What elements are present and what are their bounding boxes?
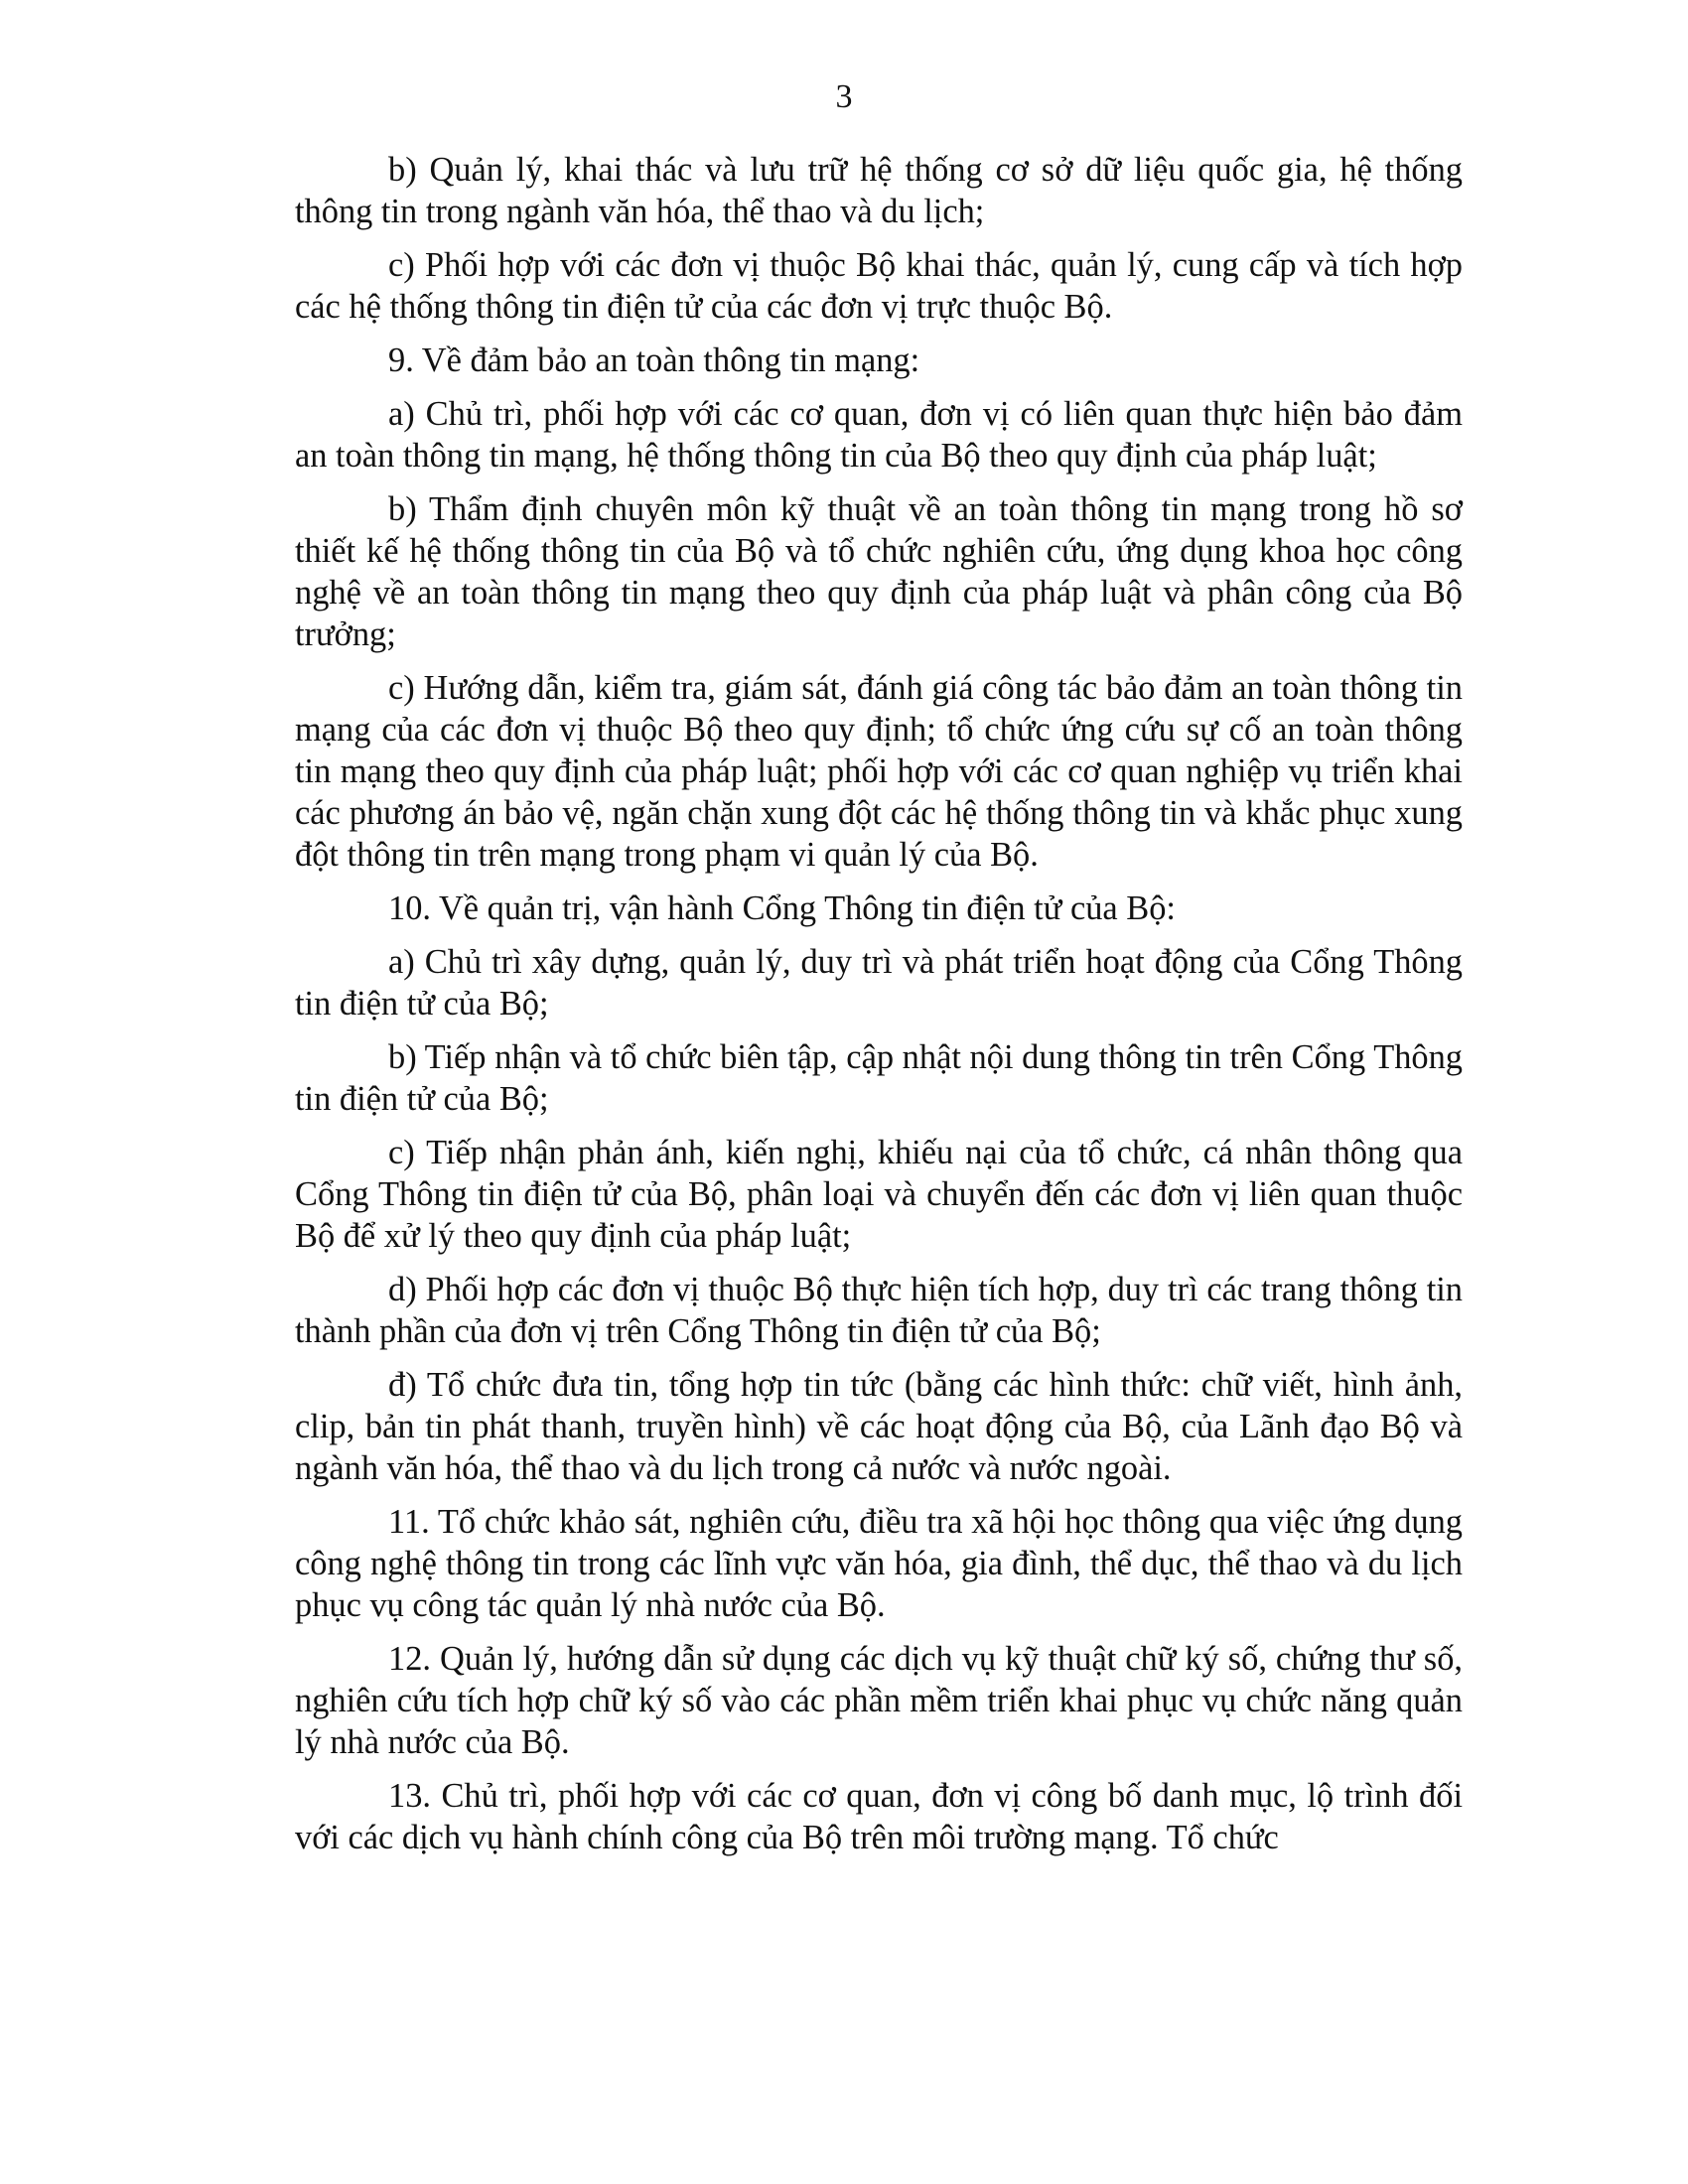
document-body bbox=[295, 149, 1463, 1870]
paragraph-10c: c) Tiếp nhận phản ánh, kiến nghị, khiếu nại của tổ chức, cá nhân thông qua Cổng Thông tin điện tử của Bộ, phân loại và chuyển đến các đơn vị liên quan thuộc Bộ để xử lý theo quy định của pháp luật; bbox=[295, 1134, 1463, 1255]
section-10-heading: 10. Về quản trị, vận hành Cổng Thông tin điện tử của Bộ: bbox=[388, 889, 1176, 927]
paragraph-9c: c) Hướng dẫn, kiểm tra, giám sát, đánh giá công tác bảo đảm an toàn thông tin mạng của các đơn vị thuộc Bộ theo quy định; tổ chức ứng cứu sự cố an toàn thông tin mạng theo quy định của pháp luật; phối hợp với các cơ quan nghiệp vụ triển khai các phương án bảo vệ, ngăn chặn xung đột các hệ thống thông tin và khắc phục xung đột thông tin trên mạng trong phạm vi quản lý của Bộ. bbox=[295, 669, 1463, 874]
paragraph-9a: a) Chủ trì, phối hợp với các cơ quan, đơn vị có liên quan thực hiện bảo đảm an toàn thông tin mạng, hệ thống thông tin của Bộ theo quy định của pháp luật; bbox=[295, 395, 1463, 475]
paragraph-10a: a) Chủ trì xây dựng, quản lý, duy trì và phát triển hoạt động của Cổng Thông tin điện tử của Bộ; bbox=[295, 943, 1463, 1023]
section-11: 11. Tổ chức khảo sát, nghiên cứu, điều tra xã hội học thông qua việc ứng dụng công nghệ thông tin trong các lĩnh vực văn hóa, gia đình, thể dục, thể thao và du lịch phục vụ công tác quản lý nhà nước của Bộ. bbox=[295, 1503, 1463, 1624]
section-13: 13. Chủ trì, phối hợp với các cơ quan, đơn vị công bố danh mục, lộ trình đối với các dịch vụ hành chính công của Bộ trên môi trường mạng. Tổ chức bbox=[295, 1777, 1463, 1856]
section-12: 12. Quản lý, hướng dẫn sử dụng các dịch vụ kỹ thuật chữ ký số, chứng thư số, nghiên cứu tích hợp chữ ký số vào các phần mềm triển khai phục vụ chức năng quản lý nhà nước của Bộ. bbox=[295, 1640, 1463, 1761]
paragraph-10b: b) Tiếp nhận và tổ chức biên tập, cập nhật nội dung thông tin trên Cổng Thông tin điện tử của Bộ; bbox=[295, 1038, 1463, 1118]
paragraph-10dd: đ) Tổ chức đưa tin, tổng hợp tin tức (bằng các hình thức: chữ viết, hình ảnh, clip, bản tin phát thanh, truyền hình) về các hoạt động của Bộ, của Lãnh đạo Bộ và ngành văn hóa, thể thao và du lịch trong cả nước và nước ngoài. bbox=[295, 1366, 1463, 1487]
paragraph-10d: d) Phối hợp các đơn vị thuộc Bộ thực hiện tích hợp, duy trì các trang thông tin thành phần của đơn vị trên Cổng Thông tin điện tử của Bộ; bbox=[295, 1271, 1463, 1350]
paragraph-9b: b) Thẩm định chuyên môn kỹ thuật về an toàn thông tin mạng trong hồ sơ thiết kế hệ thống thông tin của Bộ và tổ chức nghiên cứu, ứng dụng khoa học công nghệ về an toàn thông tin mạng theo quy định của pháp luật và phân công của Bộ trưởng; bbox=[295, 490, 1463, 653]
paragraph-8b: b) Quản lý, khai thác và lưu trữ hệ thống cơ sở dữ liệu quốc gia, hệ thống thông tin trong ngành văn hóa, thể thao và du lịch; bbox=[295, 151, 1463, 230]
page-number: 3 bbox=[835, 78, 853, 115]
paragraph-8c: c) Phối hợp với các đơn vị thuộc Bộ khai thác, quản lý, cung cấp và tích hợp các hệ thống thông tin điện tử của các đơn vị trực thuộc Bộ. bbox=[295, 246, 1463, 326]
section-9-heading: 9. Về đảm bảo an toàn thông tin mạng: bbox=[388, 341, 920, 379]
